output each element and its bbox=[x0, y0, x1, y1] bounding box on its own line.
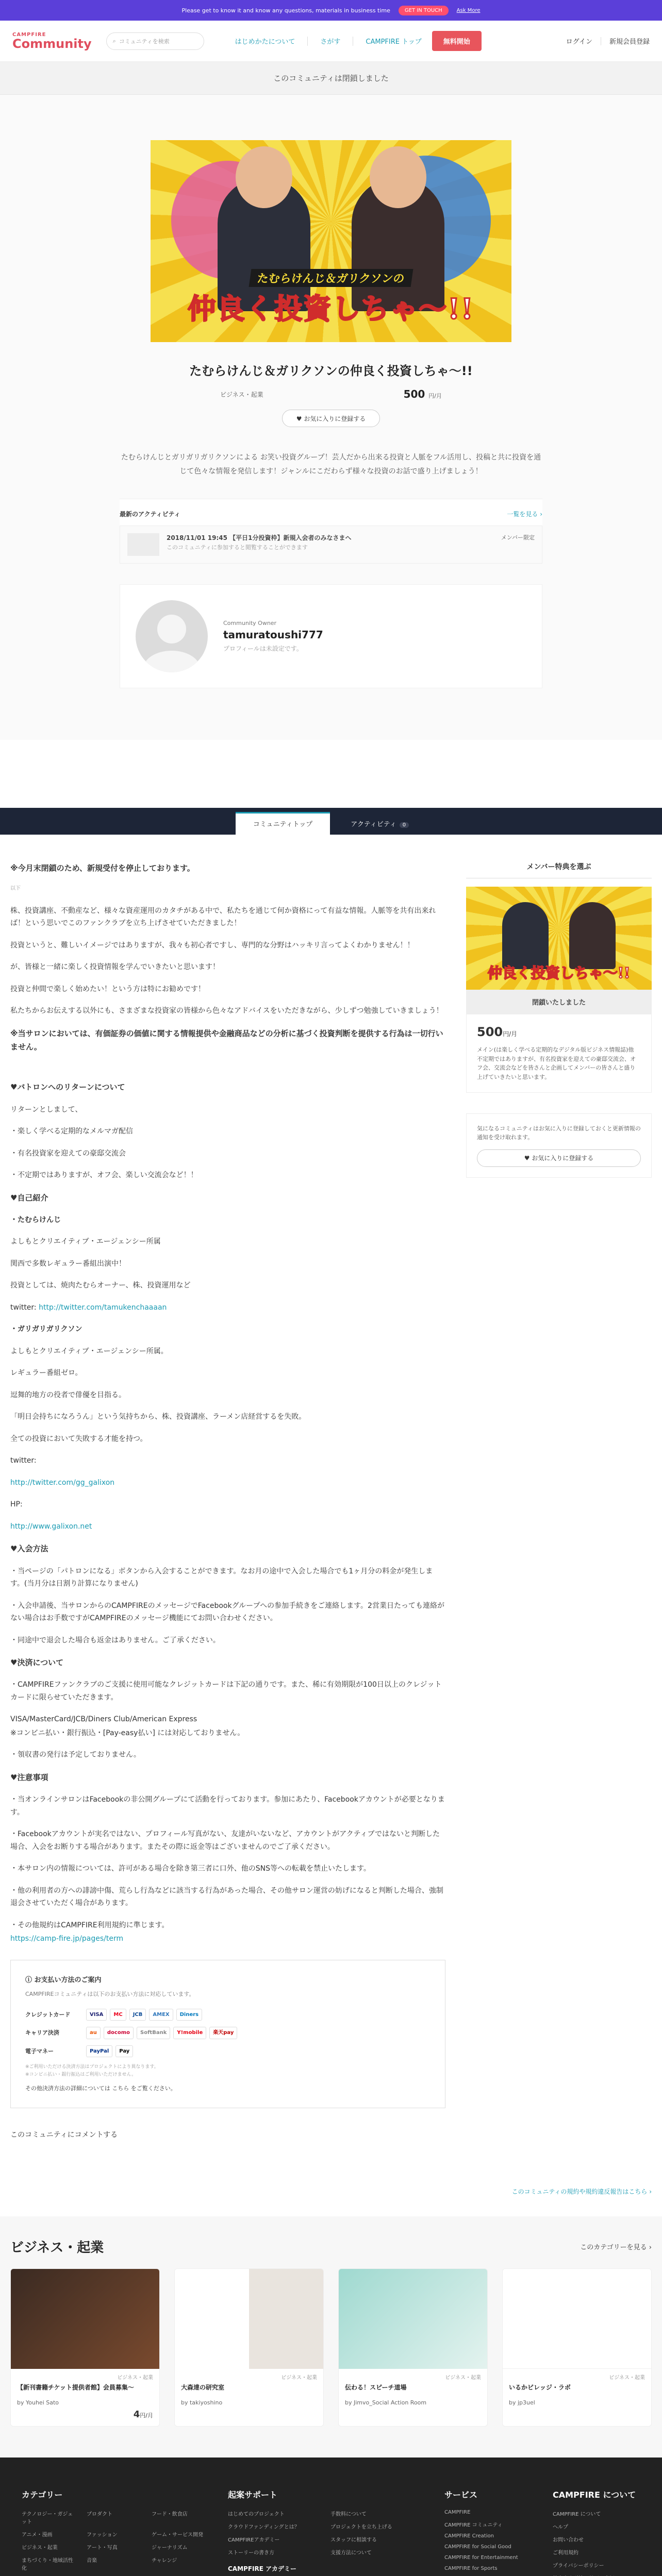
payment-row-label: キャリア決済 bbox=[25, 2029, 59, 2037]
activity-item-subtitle: このコミュニティに参加すると閲覧することができます bbox=[167, 544, 308, 551]
community-meta bbox=[220, 388, 442, 400]
benefit-price bbox=[477, 1025, 641, 1039]
footer-link[interactable]: CAMPFIRE for Sports bbox=[444, 2565, 498, 2571]
community-description: たむらけんじとガリガリガリクソンによる お笑い投資グループ！芸人だから出来る投資と人脈をフル活用し、投稿と共に投資を通じて色々な情報を発信します！ジャンルにこだわらず様々な投資のお話で盛り上げましょう！ bbox=[121, 453, 541, 476]
banner-cta-button[interactable]: GET IN TOUCH bbox=[399, 6, 449, 15]
footer-link[interactable] bbox=[553, 2574, 640, 2576]
payment-row-carrier bbox=[25, 2027, 431, 2039]
community-owner bbox=[120, 584, 542, 688]
footer-link[interactable]: チャレンジ bbox=[152, 2557, 177, 2564]
related-inner bbox=[10, 2237, 652, 2427]
cover-caption bbox=[151, 269, 511, 327]
community-card[interactable] bbox=[174, 2268, 324, 2427]
footer-about-title: CAMPFIRE について bbox=[553, 2489, 636, 2500]
footer-services-title: サービス bbox=[444, 2489, 478, 2500]
tamura-twitter-link[interactable]: http://twitter.com/tamukenchaaaan bbox=[39, 1303, 167, 1312]
hp-label: HP: bbox=[10, 1500, 23, 1509]
header-account bbox=[566, 36, 650, 46]
sidebar-favorite-button[interactable]: ♥ お気に入りに登録する bbox=[477, 1149, 641, 1167]
softbank-logo: SoftBank bbox=[137, 2027, 170, 2039]
nav-divider bbox=[307, 37, 308, 46]
search-input[interactable] bbox=[106, 32, 204, 50]
payment-title: ⓘ お支払い方法のご案内 bbox=[25, 1976, 102, 1984]
footer-columns bbox=[22, 2488, 640, 2576]
card-image bbox=[11, 2269, 159, 2369]
card-category: ビジネス・起業 bbox=[281, 2375, 317, 2381]
search-placeholder: コミュニティを検索 bbox=[119, 38, 170, 45]
footer-link[interactable]: ヘルプ bbox=[553, 2524, 568, 2530]
footer-link[interactable]: 手数料について bbox=[330, 2511, 367, 2517]
benefit-price-unit: 円/月 bbox=[503, 1030, 518, 1038]
site-header bbox=[0, 21, 662, 62]
caution-line: ・他の利用者の方への誹謗中傷、荒らし行為などに該当する行為があった場合、その他サロン運営の妨げになると判断した場合、強制退会させていただく場合があります。 bbox=[10, 1886, 443, 1908]
card-price-unit: 円/月 bbox=[140, 2412, 153, 2419]
au-logo: au bbox=[86, 2027, 101, 2039]
card-owner: by jp3uel bbox=[509, 2399, 535, 2406]
footer-link[interactable]: ストーリーの書き方 bbox=[228, 2550, 274, 2556]
payment-line: ・領収書の発行は予定しておりません。 bbox=[10, 1751, 141, 1759]
search-icon: ⌕ bbox=[112, 37, 116, 44]
visa-logo: VISA bbox=[86, 2009, 107, 2021]
footer-support bbox=[228, 2488, 424, 2576]
footer-link[interactable]: はじめてのプロジェクト bbox=[228, 2511, 285, 2517]
footer-link[interactable]: ゲーム・サービス開発 bbox=[152, 2532, 203, 2538]
payment-line: ・CAMPFIREファンクラブのご支援に使用可能なクレジットカードは下記の通りです。また、稀に有効期限が100日以上のクレジットカードに限らせていただきます。 bbox=[10, 1681, 442, 1702]
activity-more-link[interactable]: 一覧を見る › bbox=[507, 511, 542, 518]
activity-item[interactable] bbox=[120, 526, 542, 564]
banner-text: Please get to know it and know any questions, materials in business time bbox=[181, 7, 390, 14]
campfire-community-logo[interactable] bbox=[12, 32, 92, 50]
intro-heading: ♥自己紹介 bbox=[10, 1193, 48, 1202]
carrier-logos bbox=[86, 2027, 237, 2039]
caution-line: ・その他規約はCAMPFIRE利用規約に準じます。 bbox=[10, 1921, 169, 1929]
footer-link[interactable]: プロジェクトを立ち上げる bbox=[330, 2524, 392, 2530]
footer-link[interactable]: お問い合わせ bbox=[553, 2537, 584, 2543]
activity-count-badge: 0 bbox=[400, 822, 409, 828]
card-logos bbox=[86, 2009, 202, 2021]
price-value: 500 bbox=[403, 388, 425, 400]
logo-main: Community bbox=[12, 36, 92, 51]
emoney-logos bbox=[86, 2045, 133, 2058]
announcement-banner bbox=[0, 0, 662, 21]
related-cards bbox=[10, 2268, 652, 2427]
nav-how-to-start[interactable]: はじめかたについて bbox=[235, 38, 295, 46]
card-image bbox=[175, 2269, 323, 2369]
related-category-section bbox=[0, 2216, 662, 2458]
start-free-button[interactable]: 無料開始 bbox=[432, 31, 482, 51]
card-owner: by Jimvo_Social Action Room bbox=[345, 2399, 427, 2406]
owner-avatar[interactable] bbox=[136, 600, 208, 672]
return-heading: ♥バトロンへのリターンについて bbox=[10, 1082, 125, 1092]
footer-link[interactable]: ビジネス・起業 bbox=[22, 2545, 58, 2551]
closing-note: 以下 bbox=[10, 886, 21, 892]
mastercard-logo: MC bbox=[110, 2009, 126, 2021]
body-paragraph: 投資と仲間で楽しく始めたい！という方は特にお勧めです！ bbox=[10, 985, 205, 993]
community-card[interactable] bbox=[338, 2268, 488, 2427]
join-line: ・同途中で退会した場合も返金はありません。ご了承ください。 bbox=[10, 1636, 220, 1645]
payment-more-link[interactable]: その他決済方法の詳細については こちら をご覧ください。 bbox=[25, 2084, 176, 2092]
card-title: 大森達の研究室 bbox=[181, 2383, 225, 2391]
member-name: ・たむらけんじ bbox=[10, 1215, 61, 1224]
payment-methods bbox=[10, 1960, 445, 2109]
footer-link[interactable]: CAMPFIRE for Entertainment bbox=[444, 2554, 518, 2561]
paypal-logo: PayPal bbox=[86, 2045, 112, 2058]
payment-row-card bbox=[25, 2009, 431, 2021]
card-category: ビジネス・起業 bbox=[609, 2375, 645, 2381]
activity-title: 最新のアクティビティ bbox=[120, 511, 180, 518]
card-price bbox=[503, 2409, 651, 2415]
benefit-image bbox=[466, 887, 652, 990]
footer-support-list bbox=[228, 2510, 424, 2561]
payment-description: CAMPFIREコミュニティは以下のお支払い方法に対応しています。 bbox=[25, 1991, 195, 1998]
tab-activity[interactable] bbox=[333, 814, 426, 835]
benefit-price-value: 500 bbox=[477, 1025, 503, 1040]
login-link[interactable]: ログイン bbox=[566, 38, 592, 46]
site-footer bbox=[0, 2458, 662, 2576]
card-price bbox=[175, 2409, 323, 2415]
caution-line: ・本サロン内の情報については、許可がある場合を除き第三者に口外、他のSNS等への転載を禁止いたします。 bbox=[10, 1865, 371, 1873]
sidebar-title: メンバー特典を選ぶ bbox=[466, 861, 652, 878]
activity-body bbox=[167, 533, 494, 552]
cover-caption-main: 仲良く投資しちゃ〜!! bbox=[188, 292, 474, 325]
payment-line: ※コンビニ払い・銀行振込・[Pay-easy払い] には対応しておりません。 bbox=[10, 1728, 245, 1737]
card-owner: by Youhei Sato bbox=[17, 2399, 59, 2406]
footer-link[interactable]: CAMPFIRE Creation bbox=[444, 2533, 494, 2539]
footer-link[interactable]: 音楽 bbox=[87, 2557, 97, 2564]
signup-link[interactable]: 新規会員登録 bbox=[609, 38, 650, 46]
footer-link[interactable]: アニメ・漫画 bbox=[22, 2532, 53, 2538]
amex-logo: AMEX bbox=[149, 2009, 173, 2021]
disclaimer-paragraph: ※当サロンにおいては、有価証券の価値に関する情報提供や金融商品などの分析に基づく投資判断を提供する行為は一切行いません。 bbox=[10, 1028, 443, 1052]
join-line: ・入会申請後、当サロンからのCAMPFIREのメッセージでFacebookグループへの参加手続きをご連絡します。2営業日たっても連絡がない場合はお手数ですがCAMPFIREのメッセージ機能にてお問い合わせください。 bbox=[10, 1601, 444, 1623]
latest-activity bbox=[120, 499, 542, 564]
main-area bbox=[10, 835, 652, 2151]
footer-link[interactable]: CAMPFIRE コミュニティ bbox=[444, 2522, 503, 2528]
community-body bbox=[10, 861, 445, 2151]
member-line: よしもとクリエイティブ・エージェンシー所属。 bbox=[10, 1347, 168, 1355]
benefit-person-left bbox=[502, 902, 549, 969]
return-item: ・有名投資家を迎えての豪邸交流会 bbox=[10, 1149, 126, 1158]
footer-link[interactable]: スタッフに相談する bbox=[330, 2537, 377, 2543]
footer-category-list bbox=[22, 2510, 207, 2576]
card-owner: by takiyoshino bbox=[181, 2399, 223, 2406]
footer-link[interactable]: アート・写真 bbox=[87, 2545, 118, 2551]
footer-link[interactable]: まちづくり・地域活性化 bbox=[22, 2557, 73, 2571]
cover-face bbox=[370, 146, 426, 208]
community-tabs bbox=[0, 808, 662, 835]
card-title: 伝わる！スピーチ道場 bbox=[345, 2383, 407, 2391]
benefit-body bbox=[466, 1014, 652, 1092]
docomo-logo: docomo bbox=[104, 2027, 134, 2039]
favorite-note-box bbox=[466, 1113, 652, 1178]
footer-link[interactable]: フード・飲食店 bbox=[152, 2511, 188, 2517]
nav-search[interactable]: さがす bbox=[320, 38, 341, 46]
activity-item-title: 2018/11/01 19:45 【平日1分投資枠】新規入会者のみなさまへ bbox=[167, 534, 352, 542]
tab-community-top[interactable]: コミュニティトップ bbox=[236, 812, 330, 835]
ymobile-logo: Y!mobile bbox=[173, 2027, 206, 2039]
member-benefits-sidebar bbox=[466, 861, 652, 2151]
card-category: ビジネス・起業 bbox=[117, 2375, 153, 2381]
cover-caption-top: たむらけんじ＆ガリクソンの bbox=[249, 269, 413, 287]
rakuten-pay-logo: 楽天pay bbox=[209, 2027, 237, 2039]
card-price bbox=[11, 2409, 159, 2426]
related-more-link[interactable]: このカテゴリーを見る › bbox=[580, 2243, 652, 2251]
community-cover-image bbox=[151, 140, 511, 342]
tab-activity-label: アクティビティ bbox=[351, 821, 396, 829]
footer-link[interactable]: ジャーナリズム bbox=[152, 2545, 188, 2551]
member-name: ・ガリガリガリクソン bbox=[10, 1325, 82, 1334]
banner-link[interactable]: Ask More bbox=[456, 7, 481, 13]
footer-link[interactable]: CAMPFIREアカデミー bbox=[228, 2537, 280, 2543]
footer-link[interactable]: CAMPFIRE について bbox=[553, 2511, 601, 2517]
members-only-label: メンバー限定 bbox=[501, 534, 535, 541]
footer-categories bbox=[22, 2488, 207, 2576]
closing-headline: ※今月末閉鎖のため、新規受付を停止しております。 bbox=[10, 863, 195, 873]
join-line: ・当ページの「パトロンになる」ボタンから入会することができます。なお月の途中で入会した場合でも1ヶ月分の料金が発生します。(当月分は日割り計算になりません) bbox=[10, 1567, 433, 1588]
owner-label: Community Owner bbox=[223, 620, 277, 627]
owner-info bbox=[223, 620, 323, 653]
community-card[interactable] bbox=[10, 2268, 160, 2427]
benefit-description: メイン(は楽しく学べる定期的なデジタル版ビジネス情報誌)他 不定期ではありますが、有名投資家を迎えての豪邸交流会、オフ会、交流会などを皆さんと企画してメンバーの皆さんと盛り上げていきたいと思います。 bbox=[477, 1046, 636, 1080]
payment-row-label: クレジットカード bbox=[25, 2011, 71, 2018]
footer-link[interactable]: CAMPFIRE for Social Good bbox=[444, 2544, 511, 2550]
card-title: 【新刊書籍チケット提供者館】会員募集〜 bbox=[17, 2383, 134, 2391]
footer-link[interactable]: テクノロジー・ガジェット bbox=[22, 2511, 73, 2525]
favorite-note: 気になるコミュニティはお気に入りに登録しておくと更新情報の通知を受け取れます。 bbox=[477, 1125, 641, 1141]
return-item: ・不定期ではありますが、オフ会、楽しい交流会など！！ bbox=[10, 1171, 198, 1180]
closed-notice: このコミュニティは閉鎖しました bbox=[0, 62, 662, 95]
footer-service-list bbox=[444, 2510, 532, 2576]
activity-header bbox=[120, 510, 542, 518]
price-unit: 円/月 bbox=[428, 393, 442, 399]
monthly-price bbox=[404, 388, 442, 400]
benefit-person-right bbox=[569, 902, 616, 969]
benefit-caption: 仲良く投資しちゃ〜!! bbox=[487, 964, 631, 982]
footer-support-title: 起案サポート bbox=[228, 2489, 278, 2500]
member-line: よしもとクリエイティブ・エージェンシー所属 bbox=[10, 1238, 161, 1246]
nav-campfire-top[interactable]: CAMPFIRE トップ bbox=[366, 38, 422, 46]
footer-services bbox=[444, 2488, 532, 2576]
caution-line: ・当オンラインサロンはFacebookの非公開グループにて活動を行っております。参加にあたり、Facebookアカウントが必要となります。 bbox=[10, 1795, 445, 1817]
card-title: いるかビレッジ・ラボ bbox=[509, 2383, 571, 2391]
join-heading: ♥入会方法 bbox=[10, 1544, 48, 1554]
member-line: 関西で多数レギュラー番組出演中！ bbox=[10, 1259, 126, 1268]
twitter-label: twitter: bbox=[10, 1456, 37, 1465]
category-link[interactable]: ビジネス・起業 bbox=[220, 391, 263, 398]
body-paragraph: 私たちからお伝えする以外にも、さまざまな投資家の皆様から色々なアドバイスをいただきながら、少しずつ勉強していきましょう！ bbox=[10, 1007, 443, 1015]
payment-row-label: 電子マネー bbox=[25, 2047, 54, 2055]
terms-link[interactable]: https://camp-fire.jp/pages/term bbox=[10, 1935, 124, 1943]
community-title: たむらけんじ＆ガリクソンの仲良く投資しちゃ〜!! bbox=[189, 364, 473, 378]
body-paragraph: 投資というと、難しいイメージではありますが、我々も初心者ですし、専門的な分野はハッキリ言ってよくわかりません！！ bbox=[10, 941, 415, 950]
member-line: レギュラー番組ゼロ。 bbox=[10, 1369, 82, 1378]
owner-name[interactable]: tamuratoushi777 bbox=[223, 629, 323, 641]
payment-heading: ♥決済について bbox=[10, 1658, 64, 1668]
owner-profile: プロフィールは未設定です。 bbox=[223, 645, 303, 653]
apple-pay-logo: Pay bbox=[115, 2045, 133, 2058]
report-link[interactable]: このコミュニティの規約や規約違反報告はこちら › bbox=[511, 2188, 652, 2195]
footer-link[interactable]: CAMPFIRE bbox=[444, 2509, 471, 2515]
return-intro: リターンとしまして、 bbox=[10, 1105, 82, 1114]
footer-link[interactable]: プロダクト bbox=[87, 2511, 112, 2517]
payment-line: VISA/MasterCard/JCB/Diners Club/American Express bbox=[10, 1715, 197, 1724]
benefit-closed-label: 閉鎖いたしました bbox=[466, 990, 652, 1014]
report-area bbox=[10, 2187, 652, 2196]
body-paragraph: が、皆様と一緒に楽しく投資情報を学んでいきたいと思います！ bbox=[10, 963, 220, 972]
cover-face bbox=[236, 146, 292, 208]
related-title: ビジネス・起業 bbox=[10, 2240, 104, 2256]
member-line: 全ての投資において失敗する才能を持つ。 bbox=[10, 1434, 147, 1443]
member-line: 投資としては、焼肉たむらオーナー、株、投資運用など bbox=[10, 1281, 191, 1290]
footer-categories-title: カテゴリー bbox=[22, 2489, 63, 2500]
gari-twitter-link[interactable]: http://twitter.com/gg_galixon bbox=[10, 1478, 115, 1487]
member-line: 逗舞的地方の役者で俳優を目指る。 bbox=[10, 1391, 126, 1399]
member-line: 「明日会持ちになろうん」という気持ちから、株、投資講座、ラーメン店経営するを失敗。 bbox=[10, 1413, 306, 1421]
spacer bbox=[10, 1063, 445, 1080]
community-card[interactable] bbox=[502, 2268, 652, 2427]
comment-prompt: このコミュニティにコメントする bbox=[10, 2131, 118, 2140]
footer-about bbox=[553, 2488, 640, 2576]
favorite-button[interactable]: ♥ お気に入りに登録する bbox=[282, 410, 380, 427]
member-twitter bbox=[10, 1301, 445, 1314]
header-nav bbox=[235, 36, 422, 46]
card-image bbox=[503, 2269, 651, 2369]
return-item: ・楽しく学べる定期的なメルマガ配信 bbox=[10, 1127, 133, 1136]
academy-heading: CAMPFIRE アカデミー bbox=[228, 2565, 296, 2572]
footer-about-list bbox=[553, 2510, 640, 2576]
caution-heading: ♥注意事項 bbox=[10, 1772, 48, 1782]
caution-line: ・Facebookアカウントが実名ではない、プロフィール写真がない、友達がいないなど、アカウントがアクティブではないと判断した場合、入会をお断りする場合があります。またその際に返金等はございませんのでご了承ください。 bbox=[10, 1830, 440, 1851]
card-image bbox=[339, 2269, 487, 2369]
card-price-value: 4 bbox=[133, 2409, 140, 2420]
footer-link[interactable]: クラウドファンディングとは？ bbox=[228, 2524, 300, 2530]
hero-section bbox=[0, 95, 662, 740]
footer-link[interactable]: 支援方法について bbox=[330, 2550, 372, 2556]
payment-notes: ※ご利用いただける決済方法はプロジェクトにより異なります。 ※コンビニ払い・銀行振込はご利用いただけません。 bbox=[25, 2064, 159, 2077]
homepage-link[interactable]: http://www.galixon.net bbox=[10, 1522, 92, 1531]
card-category: ビジネス・起業 bbox=[445, 2375, 481, 2381]
activity-thumbnail bbox=[127, 533, 159, 556]
card-price bbox=[339, 2409, 487, 2415]
jcb-logo: JCB bbox=[129, 2009, 146, 2021]
footer-link[interactable]: ご利用規約 bbox=[553, 2550, 578, 2556]
footer-link[interactable]: プライバシーポリシー bbox=[553, 2563, 604, 2569]
body-paragraph: 株、投資講座、不動産など、様々な資産運用のカタチがある中で、私たちを通じて何か資格にって有益な情報。人脈等を共有出来れば！という思いでこのファンクラブを立ち上げさせていただきました！ bbox=[10, 906, 436, 928]
twitter-label: twitter: bbox=[10, 1303, 39, 1312]
related-header bbox=[10, 2237, 652, 2256]
logo-top: CAMPFIRE bbox=[12, 31, 46, 38]
footer-link[interactable]: ファッション bbox=[87, 2532, 118, 2538]
payment-row-emoney bbox=[25, 2045, 431, 2058]
diners-logo: Diners bbox=[176, 2009, 203, 2021]
